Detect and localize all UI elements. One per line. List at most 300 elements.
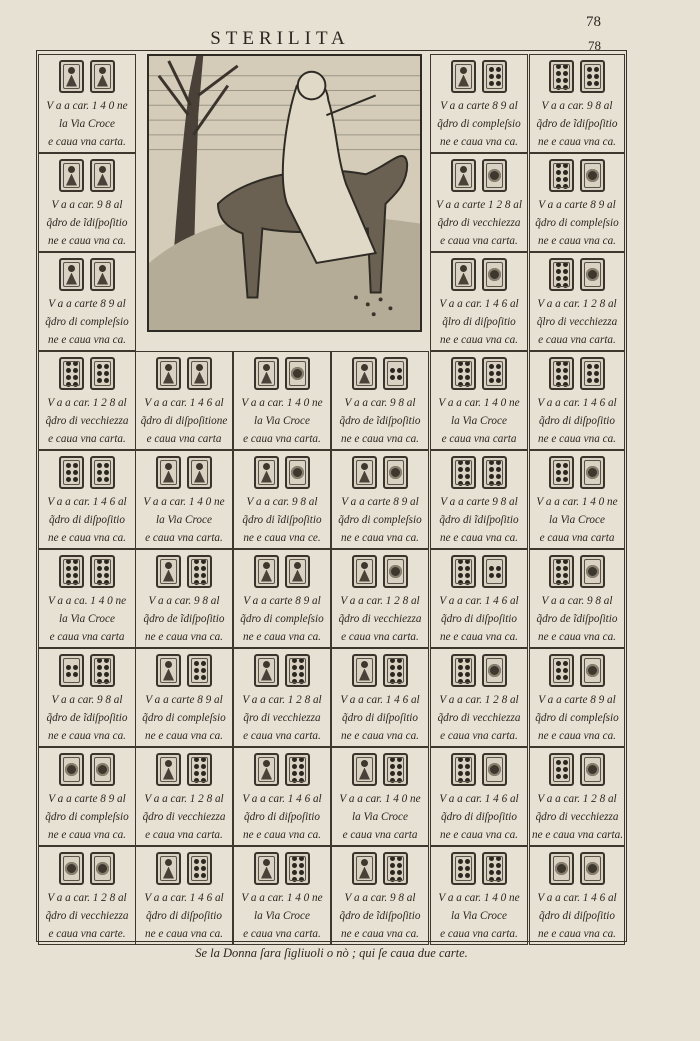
table-cell [430,648,528,747]
cell-text [41,196,133,250]
cell-line: q̃dro di compleſsio [45,316,129,328]
pips-icon [292,757,304,783]
playing-card-icon [451,456,476,489]
playing-card-icon [482,852,507,885]
cell-text [41,592,133,646]
playing-card-icon [90,159,115,192]
coin-icon [488,268,501,281]
court-figure-icon [260,562,273,582]
page-footer: Se la Donna ſara ſigliuoli o nò ; qui ſe caua due carte. [195,946,468,960]
table-cell [529,846,625,945]
pips-icon [194,661,206,680]
card-pair [234,753,330,786]
court-figure-icon [162,562,175,582]
table-cell [135,747,233,846]
card-pair [431,456,527,489]
cell-line: ne e caua vna ca. [145,928,223,940]
cell-line: ne e caua vna ce. [243,532,321,544]
cell-line: q̃dro di compleſsio [535,217,619,229]
court-figure-icon [457,67,470,87]
cell-line: q̃dro de ĩdiſpoſitio [46,217,128,229]
cell-text [532,790,622,844]
cell-line: ne e caua vna ca. [341,433,419,445]
cell-line: e caua vna carta. [145,532,223,544]
card-pair [39,258,135,291]
cell-line: V a a carte 1 2 8 al [436,199,522,211]
table-cell [430,846,528,945]
card-pair [332,456,428,489]
playing-card-icon [254,852,279,885]
table-cell [331,846,429,945]
cell-text [41,394,133,448]
cell-line: ne e caua vna carta. [532,829,624,841]
cell-text [236,691,328,745]
pips-icon [97,463,109,482]
table-cell [135,351,233,450]
pips-icon [556,760,568,779]
playing-card-icon [254,357,279,390]
table-cell [331,351,429,450]
court-figure-icon [260,364,273,384]
pips-icon [292,856,304,882]
pips-icon [489,460,501,486]
table-cell [529,252,625,351]
cell-line: V a a car. 1 4 0 ne [438,892,520,904]
playing-card-icon [580,60,605,93]
table-cell [233,648,331,747]
cell-line: ne e caua vna ca. [538,631,616,643]
pips-icon [97,658,109,684]
cell-text [532,196,622,250]
cell-line: ne e caua vna ca. [48,532,126,544]
pips-icon [66,463,78,482]
cell-line: V a a car. 1 2 8 al [340,595,420,607]
cell-text [433,394,525,448]
cell-line: e caua vna carta [539,532,615,544]
cell-line: ne e caua vna ca. [440,136,518,148]
coin-icon [488,169,501,182]
cell-line: V a a carte 8 9 al [440,100,518,112]
table-cell [38,648,136,747]
card-pair [39,852,135,885]
cell-line: V a a car. 1 4 0 ne [46,100,128,112]
pips-icon [587,67,599,86]
playing-card-icon [383,357,408,390]
court-figure-icon [291,562,304,582]
playing-card-icon [352,654,377,687]
cell-line: V a a car. 1 4 0 ne [438,397,520,409]
playing-card-icon [187,357,212,390]
playing-card-icon [580,159,605,192]
cell-text [334,493,426,547]
playing-card-icon [580,555,605,588]
playing-card-icon [59,654,84,687]
cell-text [138,691,230,745]
cell-text [433,691,525,745]
playing-card-icon [580,852,605,885]
cell-line: la Via Croce [254,415,310,427]
table-cell [233,450,331,549]
cell-line: q̃dro di diſpoſitio [440,613,518,625]
cell-line: la Via Croce [451,910,507,922]
playing-card-icon [383,753,408,786]
cell-text [236,790,328,844]
coin-icon [291,466,304,479]
court-figure-icon [162,364,175,384]
cell-line: ne e caua vna ca. [341,532,419,544]
playing-card-icon [285,852,310,885]
cell-line: e caua vna carta [146,433,222,445]
cell-text [41,493,133,547]
cell-line: V a a car. 9 8 al [541,595,613,607]
cell-line: e caua vna carta. [145,829,223,841]
table-cell [38,153,136,252]
cell-line: V a a car. 9 8 al [246,496,318,508]
pips-icon [97,364,109,383]
court-figure-icon [65,166,78,186]
playing-card-icon [549,60,574,93]
cell-line: la Via Croce [352,811,408,823]
cell-line: q̃dro di vecchiezza [437,217,521,229]
pips-icon [458,460,470,486]
cell-line: V a a car. 1 4 6 al [537,892,617,904]
coin-icon [586,565,599,578]
table-cell [135,846,233,945]
cell-line: ne e caua vna ca. [538,136,616,148]
table-cell [38,351,136,450]
playing-card-icon [451,60,476,93]
cell-line: V a a car. 1 2 8 al [47,892,127,904]
playing-card-icon [254,654,279,687]
playing-card-icon [59,159,84,192]
table-cell [331,549,429,648]
pips-icon [390,658,402,684]
playing-card-icon [156,555,181,588]
playing-card-icon [90,60,115,93]
cell-line: q̃dro di vecchiezza [45,415,129,427]
playing-card-icon [352,357,377,390]
table-cell [38,54,136,153]
pips-icon [556,559,568,585]
court-figure-icon [358,859,371,879]
table-cell [38,747,136,846]
cell-line: V a a car. 1 2 8 al [537,793,617,805]
cell-text [532,394,622,448]
card-pair [530,852,624,885]
court-figure-icon [96,67,109,87]
pips-icon [556,661,568,680]
cell-text [138,394,230,448]
playing-card-icon [352,753,377,786]
card-pair [39,60,135,93]
pips-icon [489,566,501,578]
playing-card-icon [549,852,574,885]
card-pair [39,456,135,489]
table-cell [529,54,625,153]
court-figure-icon [193,463,206,483]
cell-line: ne e caua vna ca. [538,433,616,445]
card-pair [530,357,624,390]
pips-icon [390,368,402,380]
cell-line: q̃dro di vecchiezza [535,811,619,823]
cell-line: ne e caua vna ca. [48,829,126,841]
cell-line: V a a car. 1 2 8 al [537,298,617,310]
cell-text [334,889,426,943]
cell-line: V a a car. 1 2 8 al [242,694,322,706]
cell-line: ne e caua vna ca. [48,334,126,346]
court-figure-icon [96,166,109,186]
pips-icon [458,559,470,585]
playing-card-icon [285,555,310,588]
coin-icon [65,763,78,776]
table-cell [430,450,528,549]
court-figure-icon [260,661,273,681]
cell-line: q̃dro di diſpoſitio [440,811,518,823]
card-pair [136,852,232,885]
cell-text [138,493,230,547]
card-pair [39,753,135,786]
playing-card-icon [59,555,84,588]
playing-card-icon [156,456,181,489]
woodcut-woman-on-donkey-icon [147,54,422,332]
cell-line: V a a car. 1 4 6 al [144,397,224,409]
cell-line: q̃dro di vecchiezza [142,811,226,823]
coin-icon [389,565,402,578]
card-pair [332,753,428,786]
card-pair [431,753,527,786]
cell-line: e caua vna carte. [48,928,126,940]
cell-text [334,592,426,646]
card-pair [136,555,232,588]
cell-line: e caua vna carta. [243,928,321,940]
cell-line: ne e caua vna ca. [538,730,616,742]
pips-icon [66,361,78,387]
cell-line: V a a ca. 1 4 0 ne [47,595,127,607]
cell-text [433,592,525,646]
cell-text [433,196,525,250]
card-pair [530,159,624,192]
cell-text [433,889,525,943]
card-pair [530,456,624,489]
playing-card-icon [549,159,574,192]
cell-line: V a a car. 1 2 8 al [439,694,519,706]
playing-card-icon [352,555,377,588]
playing-card-icon [187,555,212,588]
cell-line: ne e caua vna ca. [341,928,419,940]
court-figure-icon [96,265,109,285]
card-pair [234,357,330,390]
playing-card-icon [90,456,115,489]
card-pair [431,852,527,885]
playing-card-icon [451,555,476,588]
cell-text [41,691,133,745]
cell-line: q̃dro di compleſsio [240,613,324,625]
cell-line: e caua vna carta [441,433,517,445]
card-pair [136,456,232,489]
cell-line: ne e caua vna ca. [145,730,223,742]
card-pair [332,555,428,588]
cell-line: V a a car. 1 4 0 ne [143,496,225,508]
court-figure-icon [65,265,78,285]
pips-icon [489,856,501,882]
cell-line: V a a car. 9 8 al [541,100,613,112]
cell-line: V a a carte 8 9 al [538,199,616,211]
card-pair [39,357,135,390]
cell-line: V a a car. 1 4 6 al [439,793,519,805]
playing-card-icon [187,456,212,489]
court-figure-icon [162,463,175,483]
pips-icon [556,361,568,387]
cell-line: e caua vna carta [49,631,125,643]
cell-line: la Via Croce [549,514,605,526]
playing-card-icon [383,852,408,885]
cell-line: V a a car. 1 2 8 al [144,793,224,805]
pips-icon [97,559,109,585]
playing-card-icon [549,654,574,687]
court-figure-icon [358,661,371,681]
playing-card-icon [482,357,507,390]
card-pair [431,60,527,93]
playing-card-icon [451,654,476,687]
playing-card-icon [482,753,507,786]
cell-text [532,592,622,646]
cell-line: q̃dro de ĩdiſpoſitio [46,712,128,724]
playing-card-icon [285,753,310,786]
pips-icon [390,856,402,882]
coin-icon [586,169,599,182]
cell-text [433,295,525,349]
coin-icon [96,763,109,776]
card-pair [431,159,527,192]
playing-card-icon [451,753,476,786]
cell-line: e caua vna carta. [48,433,126,445]
cell-text [532,295,622,349]
cell-line: e caua vna carta. [243,730,321,742]
pips-icon [194,559,206,585]
court-figure-icon [162,760,175,780]
cell-line: q̃dro di diſpoſitio [145,910,223,922]
playing-card-icon [254,753,279,786]
cell-line: q̃dro di vecchiezza [45,910,129,922]
playing-card-icon [156,852,181,885]
playing-card-icon [580,357,605,390]
pips-icon [292,658,304,684]
cell-line: V a a car. 9 8 al [344,397,416,409]
cell-line: V a a car. 9 8 al [51,199,123,211]
court-figure-icon [260,463,273,483]
table-cell [38,252,136,351]
card-pair [530,654,624,687]
pips-icon [66,665,78,677]
cell-text [532,889,622,943]
playing-card-icon [59,357,84,390]
cell-line: la Via Croce [156,514,212,526]
cell-line: ne e caua vna ca. [440,532,518,544]
coin-icon [488,763,501,776]
pips-icon [489,67,501,86]
table-cell [233,549,331,648]
court-figure-icon [457,265,470,285]
cell-line: V a a carte 8 9 al [48,298,126,310]
court-figure-icon [260,760,273,780]
cell-line: V a a carte 8 9 al [145,694,223,706]
page-title: STERILITA [210,28,350,49]
coin-icon [96,862,109,875]
playing-card-icon [580,456,605,489]
table-cell [529,747,625,846]
playing-card-icon [549,456,574,489]
cell-line: V a a car. 1 4 0 ne [536,496,618,508]
card-pair [530,555,624,588]
playing-card-icon [285,654,310,687]
pips-icon [489,364,501,383]
cell-text [334,790,426,844]
coin-icon [586,664,599,677]
playing-card-icon [285,456,310,489]
cell-text [236,394,328,448]
playing-card-icon [451,852,476,885]
court-figure-icon [358,463,371,483]
card-pair [136,753,232,786]
card-pair [136,357,232,390]
cell-line: q̃dro di ĩdiſpoſitio [242,514,322,526]
cell-line: e caua vna carta. [440,235,518,247]
cell-text [138,790,230,844]
cell-line: e caua vna carta. [48,136,126,148]
playing-card-icon [549,555,574,588]
cell-text [532,97,622,151]
cell-line: ne e caua vna ca. [145,631,223,643]
table-cell [529,549,625,648]
card-pair [234,654,330,687]
cell-line: V a a car. 1 4 6 al [242,793,322,805]
cell-line: V a a car. 1 2 8 al [47,397,127,409]
playing-card-icon [156,654,181,687]
cell-line: e caua vna carta. [341,631,419,643]
playing-card-icon [482,654,507,687]
card-pair [431,258,527,291]
table-cell [430,252,528,351]
court-figure-icon [193,364,206,384]
cell-line: q̃lro di diſpoſitio [442,316,516,328]
cell-line: q̃dro di ĩdiſpoſitio [439,514,519,526]
cell-line: e caua vna carta. [440,928,518,940]
cell-line: V a a car. 1 4 6 al [340,694,420,706]
playing-card-icon [352,456,377,489]
cell-line: q̃dro di diſpoſitio [538,415,616,427]
cell-line: la Via Croce [59,118,115,130]
table-cell [233,747,331,846]
cell-line: ne e caua vna ca. [243,829,321,841]
cell-line: q̃dro di compleſsio [45,811,129,823]
cell-line: q̃dro di diſpoſitio [341,712,419,724]
cell-line: V a a car. 1 4 6 al [537,397,617,409]
cell-line: e caua vna carta. [440,730,518,742]
card-pair [39,654,135,687]
card-pair [136,654,232,687]
pips-icon [556,64,568,90]
table-cell [135,450,233,549]
cell-line: q̃dro di diſpoſitio [48,514,126,526]
court-figure-icon [358,760,371,780]
card-pair [332,852,428,885]
table-cell [331,747,429,846]
cell-line: q̃dro di compleſsio [535,712,619,724]
cell-line: ne e caua vna ca. [440,631,518,643]
playing-card-icon [156,753,181,786]
playing-card-icon [59,456,84,489]
playing-card-icon [580,654,605,687]
